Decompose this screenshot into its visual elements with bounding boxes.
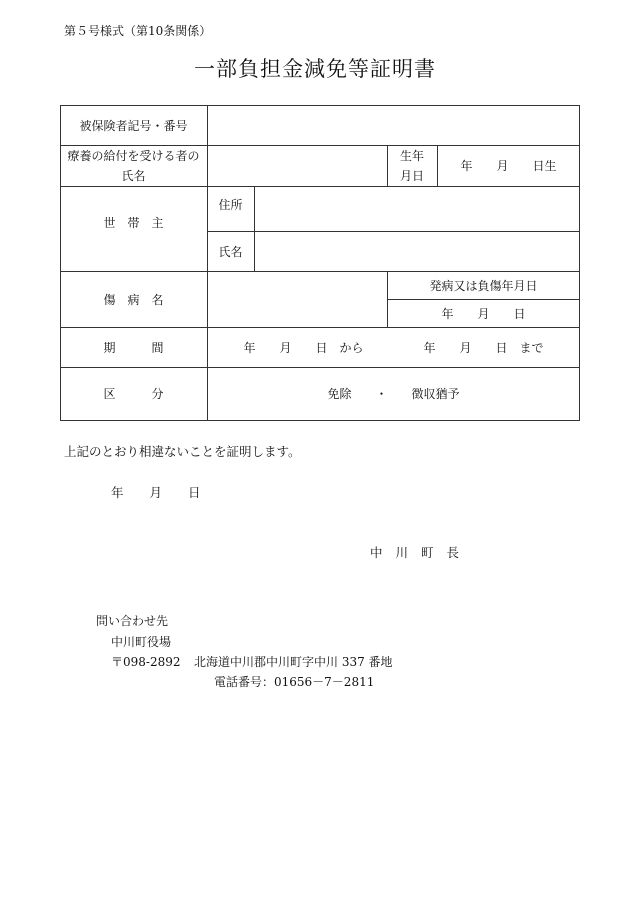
onset-date-label: 発病又は負傷年月日 [429, 278, 538, 293]
illness-name-label: 傷 病 名 [103, 292, 164, 307]
head-name-label: 氏名 [218, 244, 243, 259]
contact-heading: 問い合わせ先 [96, 614, 169, 628]
certification-date: 年 月 日 [111, 485, 201, 500]
period-field[interactable]: 年 月 日 から 年 月 日 まで [243, 340, 544, 355]
birth-label-line2: 月日 [399, 168, 424, 183]
form-number-label: 第５号様式（第10条関係） [64, 24, 212, 38]
address-label: 住所 [218, 197, 243, 212]
contact-postal-code: 〒098-2892 [111, 655, 181, 669]
contact-phone: 電話番号：01656－7－2811 [214, 675, 375, 689]
birth-date-label [387, 145, 437, 186]
document-title: 一部負担金減免等証明書 [194, 57, 436, 81]
table-border-right [579, 105, 580, 421]
certificate-form-table [60, 105, 580, 421]
birth-label-line1: 生年 [399, 148, 424, 163]
household-head-label: 世 帯 主 [103, 215, 164, 230]
address-field[interactable] [255, 187, 579, 231]
category-field[interactable]: 免除 ・ 徴収猶予 [327, 387, 460, 401]
illness-name-field[interactable] [208, 272, 387, 327]
recipient-name-field[interactable] [208, 146, 387, 186]
recipient-name-label [60, 145, 207, 186]
birth-date-field[interactable]: 年 月 日生 [460, 159, 557, 173]
category-label: 区 分 [103, 387, 164, 401]
issuer-title: 中川町長 [370, 545, 473, 560]
contact-address: 北海道中川郡中川町字中川 337 番地 [194, 655, 393, 669]
period-label: 期 間 [103, 340, 164, 355]
recipient-label-line1: 療養の給付を受ける者の [67, 148, 200, 163]
table-border-bottom [60, 420, 580, 421]
recipient-label-line2: 氏名 [121, 168, 146, 183]
head-name-field[interactable] [255, 232, 579, 271]
insured-number-label: 被保険者記号・番号 [79, 118, 188, 133]
certification-statement: 上記のとおり相違ないことを証明します。 [64, 444, 301, 459]
insured-number-field[interactable] [208, 106, 579, 145]
onset-date-field[interactable]: 年 月 日 [441, 306, 526, 321]
contact-office: 中川町役場 [111, 635, 172, 649]
